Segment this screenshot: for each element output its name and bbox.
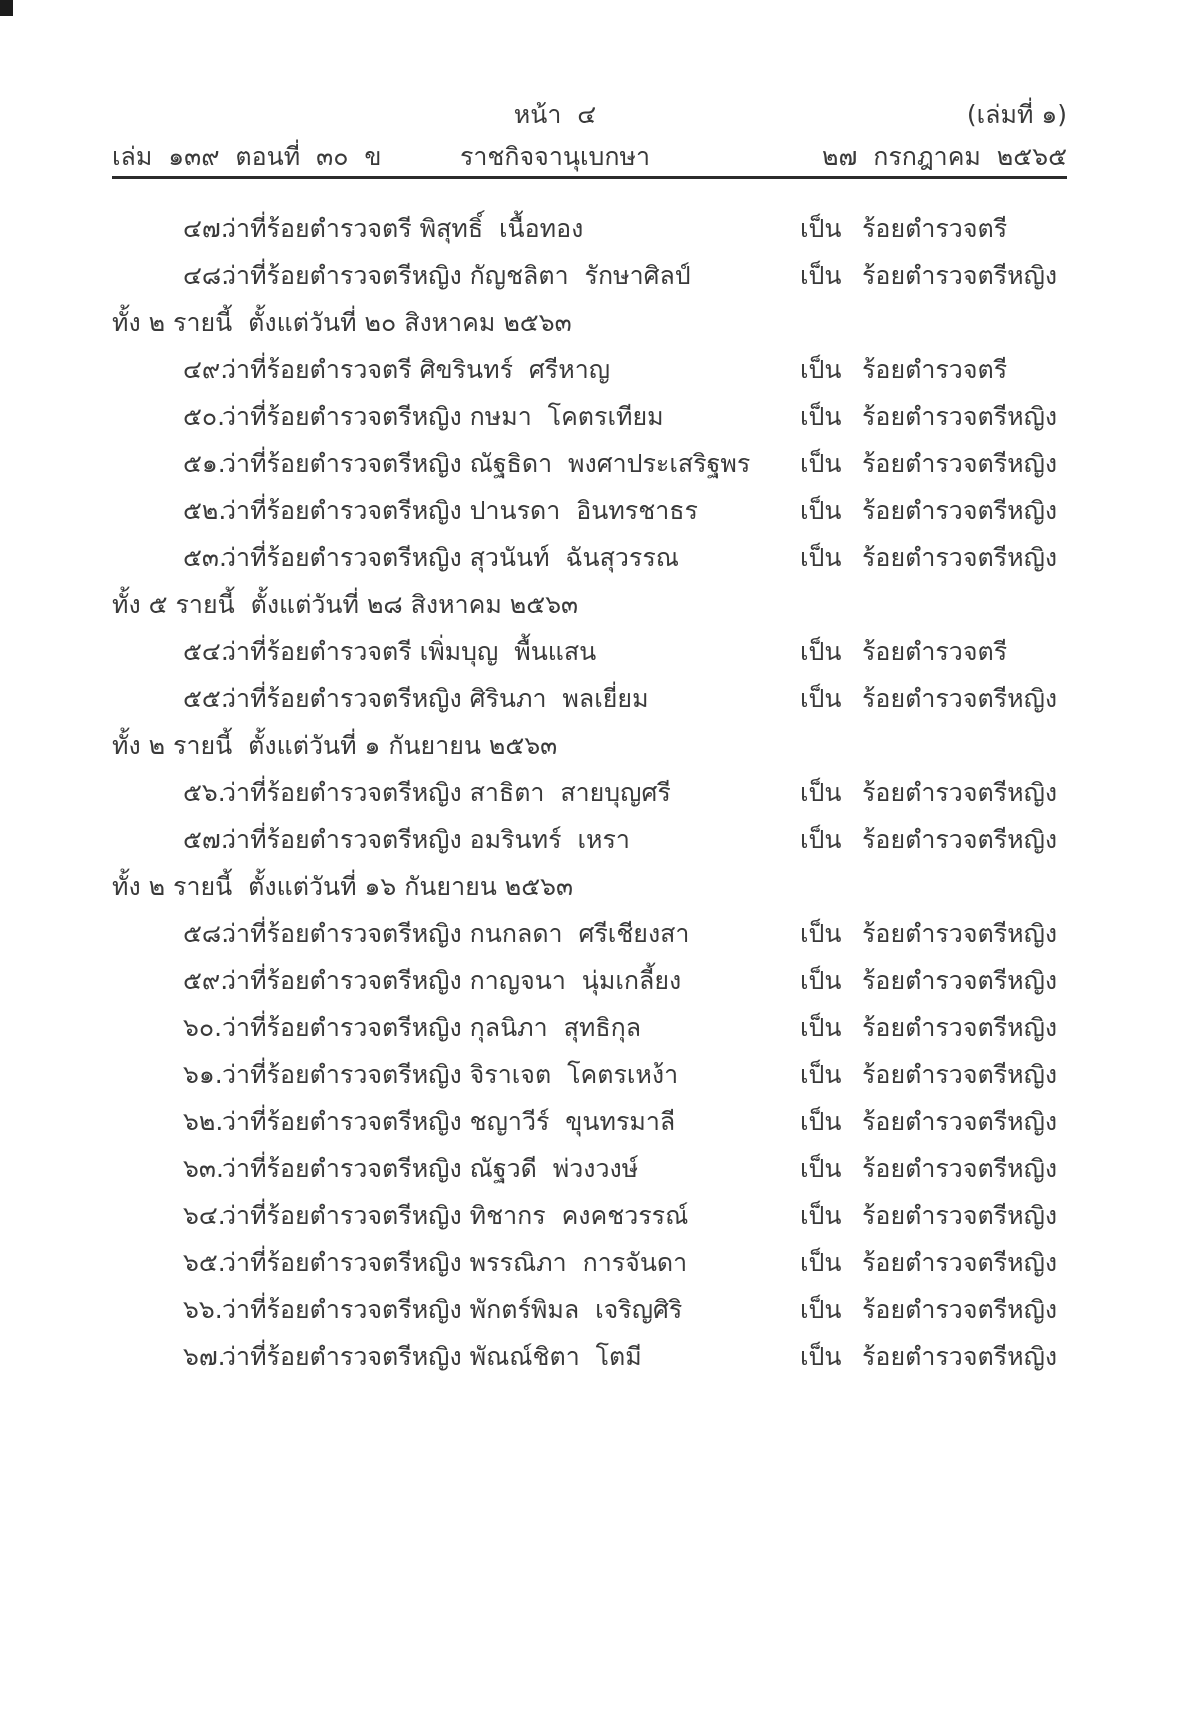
entry-acting-name: ว่าที่ร้อยตำรวจตรี พิสุทธิ์ เนื้อทอง [222,214,584,243]
entry-acting-name: ว่าที่ร้อยตำรวจตรีหญิง กัญชลิตา รักษาศิลป์ [222,261,691,290]
entry-to-label: เป็น [800,825,842,854]
entry-number: ๕๖. [183,778,226,807]
promotion-row [0,252,1200,299]
entry-number: ๔๘. [183,261,230,290]
entry-to-label: เป็น [800,496,842,525]
entry-to-label: เป็น [800,402,842,431]
volume-note: (เล่มที่ ๑) [966,100,1067,129]
entry-number: ๕๔. [183,637,229,666]
promotion-list [0,181,1200,1380]
entry-acting-name: ว่าที่ร้อยตำรวจตรีหญิง พักตร์พิมล เจริญศิริ [222,1295,683,1324]
entry-number: ๕๗. [183,825,229,854]
promotion-row [0,346,1200,393]
promotion-row [0,1145,1200,1192]
promotion-row [0,769,1200,816]
effective-date-note [0,863,1200,910]
entry-number: ๖๕. [183,1248,226,1277]
entry-new-rank: ร้อยตำรวจตรี [862,637,1008,666]
header-line-2 [0,138,1200,176]
entry-new-rank: ร้อยตำรวจตรีหญิง [862,825,1058,854]
entry-acting-name: ว่าที่ร้อยตำรวจตรี ศิขรินทร์ ศรีหาญ [222,355,611,384]
effective-date-note [0,581,1200,628]
entry-new-rank: ร้อยตำรวจตรี [862,355,1008,384]
scan-artifact [0,0,13,16]
entry-number: ๖๓. [183,1154,224,1183]
entry-to-label: เป็น [800,261,842,290]
header-rule [112,176,1067,179]
promotion-row [0,393,1200,440]
entry-new-rank: ร้อยตำรวจตรีหญิง [862,1248,1058,1277]
entry-number: ๖๐. [183,1013,223,1042]
entry-new-rank: ร้อยตำรวจตรีหญิง [862,1107,1058,1136]
entry-number: ๔๗. [183,214,229,243]
entry-to-label: เป็น [800,543,842,572]
entry-acting-name: ว่าที่ร้อยตำรวจตรีหญิง กษมา โคตรเทียม [222,402,664,431]
entry-to-label: เป็น [800,1107,842,1136]
promotion-row [0,816,1200,863]
entry-acting-name: ว่าที่ร้อยตำรวจตรี เพิ่มบุญ พื้นแสน [222,637,597,666]
promotion-row [0,957,1200,1004]
effective-date-note [0,722,1200,769]
entry-new-rank: ร้อยตำรวจตรีหญิง [862,1013,1058,1042]
note-text: ทั้ง ๒ รายนี้ ตั้งแต่วันที่ ๒๐ สิงหาคม ๒๕๖๓ [112,308,572,337]
entry-number: ๕๐. [183,402,226,431]
entry-new-rank: ร้อยตำรวจตรี [862,214,1008,243]
entry-acting-name: ว่าที่ร้อยตำรวจตรีหญิง อมรินทร์ เหรา [222,825,630,854]
entry-new-rank: ร้อยตำรวจตรีหญิง [862,1342,1058,1371]
promotion-row [0,910,1200,957]
promotion-row [0,1239,1200,1286]
entry-new-rank: ร้อยตำรวจตรีหญิง [862,1154,1058,1183]
entry-to-label: เป็น [800,449,842,478]
entry-number: ๕๘. [183,919,230,948]
header-line-1 [0,96,1200,134]
entry-acting-name: ว่าที่ร้อยตำรวจตรีหญิง กุลนิภา สุทธิกุล [222,1013,642,1042]
entry-acting-name: ว่าที่ร้อยตำรวจตรีหญิง ณัฐวดี พ่วงวงษ์ [222,1154,639,1183]
entry-to-label: เป็น [800,919,842,948]
entry-acting-name: ว่าที่ร้อยตำรวจตรีหญิง กาญจนา นุ่มเกลี้ยง [222,966,682,995]
entry-to-label: เป็น [800,1248,842,1277]
entry-new-rank: ร้อยตำรวจตรีหญิง [862,1060,1058,1089]
promotion-row [0,1051,1200,1098]
list-top-spacer [0,181,1200,205]
promotion-row [0,675,1200,722]
promotion-row [0,534,1200,581]
entry-acting-name: ว่าที่ร้อยตำรวจตรีหญิง ศิรินภา พลเยี่ยม [222,684,649,713]
promotion-row [0,1192,1200,1239]
gazette-title: ราชกิจจานุเบกษา [459,142,651,171]
entry-acting-name: ว่าที่ร้อยตำรวจตรีหญิง สุวนันท์ ฉันสุวรรณ [222,543,679,572]
entry-new-rank: ร้อยตำรวจตรีหญิง [862,966,1058,995]
entry-to-label: เป็น [800,355,842,384]
entry-to-label: เป็น [800,1154,842,1183]
entry-number: ๖๖. [183,1295,223,1324]
entry-new-rank: ร้อยตำรวจตรีหญิง [862,496,1058,525]
promotion-row [0,1286,1200,1333]
entry-number: ๖๑. [183,1060,223,1089]
promotion-row [0,1004,1200,1051]
promotion-row [0,205,1200,252]
promotion-row [0,440,1200,487]
entry-new-rank: ร้อยตำรวจตรีหญิง [862,1295,1058,1324]
entry-new-rank: ร้อยตำรวจตรีหญิง [862,261,1058,290]
entry-to-label: เป็น [800,966,842,995]
entry-acting-name: ว่าที่ร้อยตำรวจตรีหญิง ชญาวีร์ ขุนทรมาลี [222,1107,676,1136]
entry-acting-name: ว่าที่ร้อยตำรวจตรีหญิง ณัฐธิดา พงศาประเสริฐพร [222,449,751,478]
entry-number: ๕๓. [183,543,227,572]
entry-number: ๕๙. [183,966,229,995]
entry-number: ๕๕. [183,684,229,713]
promotion-row [0,487,1200,534]
entry-to-label: เป็น [800,214,842,243]
entry-number: ๖๔. [183,1201,226,1230]
entry-acting-name: ว่าที่ร้อยตำรวจตรีหญิง กนกลดา ศรีเชียงสา [222,919,690,948]
note-text: ทั้ง ๒ รายนี้ ตั้งแต่วันที่ ๑๖ กันยายน ๒๕๖๓ [112,872,574,901]
entry-new-rank: ร้อยตำรวจตรีหญิง [862,778,1058,807]
entry-to-label: เป็น [800,1201,842,1230]
entry-new-rank: ร้อยตำรวจตรีหญิง [862,919,1058,948]
entry-to-label: เป็น [800,684,842,713]
entry-new-rank: ร้อยตำรวจตรีหญิง [862,402,1058,431]
entry-acting-name: ว่าที่ร้อยตำรวจตรีหญิง พัณณ์ชิตา โตมี [222,1342,642,1371]
promotion-row [0,628,1200,675]
entry-new-rank: ร้อยตำรวจตรีหญิง [862,1201,1058,1230]
note-text: ทั้ง ๒ รายนี้ ตั้งแต่วันที่ ๑ กันยายน ๒๕๖๓ [112,731,558,760]
entry-to-label: เป็น [800,1060,842,1089]
entry-new-rank: ร้อยตำรวจตรีหญิง [862,449,1058,478]
entry-number: ๖๒. [183,1107,224,1136]
entry-to-label: เป็น [800,1342,842,1371]
entry-acting-name: ว่าที่ร้อยตำรวจตรีหญิง จิราเจต โคตรเหง้า [222,1060,679,1089]
entry-acting-name: ว่าที่ร้อยตำรวจตรีหญิง ปานรดา อินทรชาธร [222,496,698,525]
promotion-row [0,1333,1200,1380]
entry-to-label: เป็น [800,1013,842,1042]
entry-to-label: เป็น [800,778,842,807]
entry-number: ๕๑. [183,449,226,478]
entry-number: ๖๗. [183,1342,226,1371]
entry-to-label: เป็น [800,1295,842,1324]
effective-date-note [0,299,1200,346]
entry-to-label: เป็น [800,637,842,666]
gazette-date: ๒๗ กรกฎาคม ๒๕๖๕ [822,142,1067,171]
entry-new-rank: ร้อยตำรวจตรีหญิง [862,684,1058,713]
note-text: ทั้ง ๕ รายนี้ ตั้งแต่วันที่ ๒๘ สิงหาคม ๒๕๖๓ [112,590,579,619]
entry-acting-name: ว่าที่ร้อยตำรวจตรีหญิง สาธิตา สายบุญศรี [222,778,671,807]
entry-acting-name: ว่าที่ร้อยตำรวจตรีหญิง พรรณิภา การจันดา [222,1248,688,1277]
entry-number: ๕๒. [183,496,227,525]
entry-acting-name: ว่าที่ร้อยตำรวจตรีหญิง ทิชากร คงคชวรรณ์ [222,1201,689,1230]
entry-new-rank: ร้อยตำรวจตรีหญิง [862,543,1058,572]
entry-number: ๔๙. [183,355,229,384]
promotion-row [0,1098,1200,1145]
page-number-label: หน้า ๔ [513,100,597,129]
book-part-info: เล่ม ๑๓๙ ตอนที่ ๓๐ ข [112,142,382,171]
